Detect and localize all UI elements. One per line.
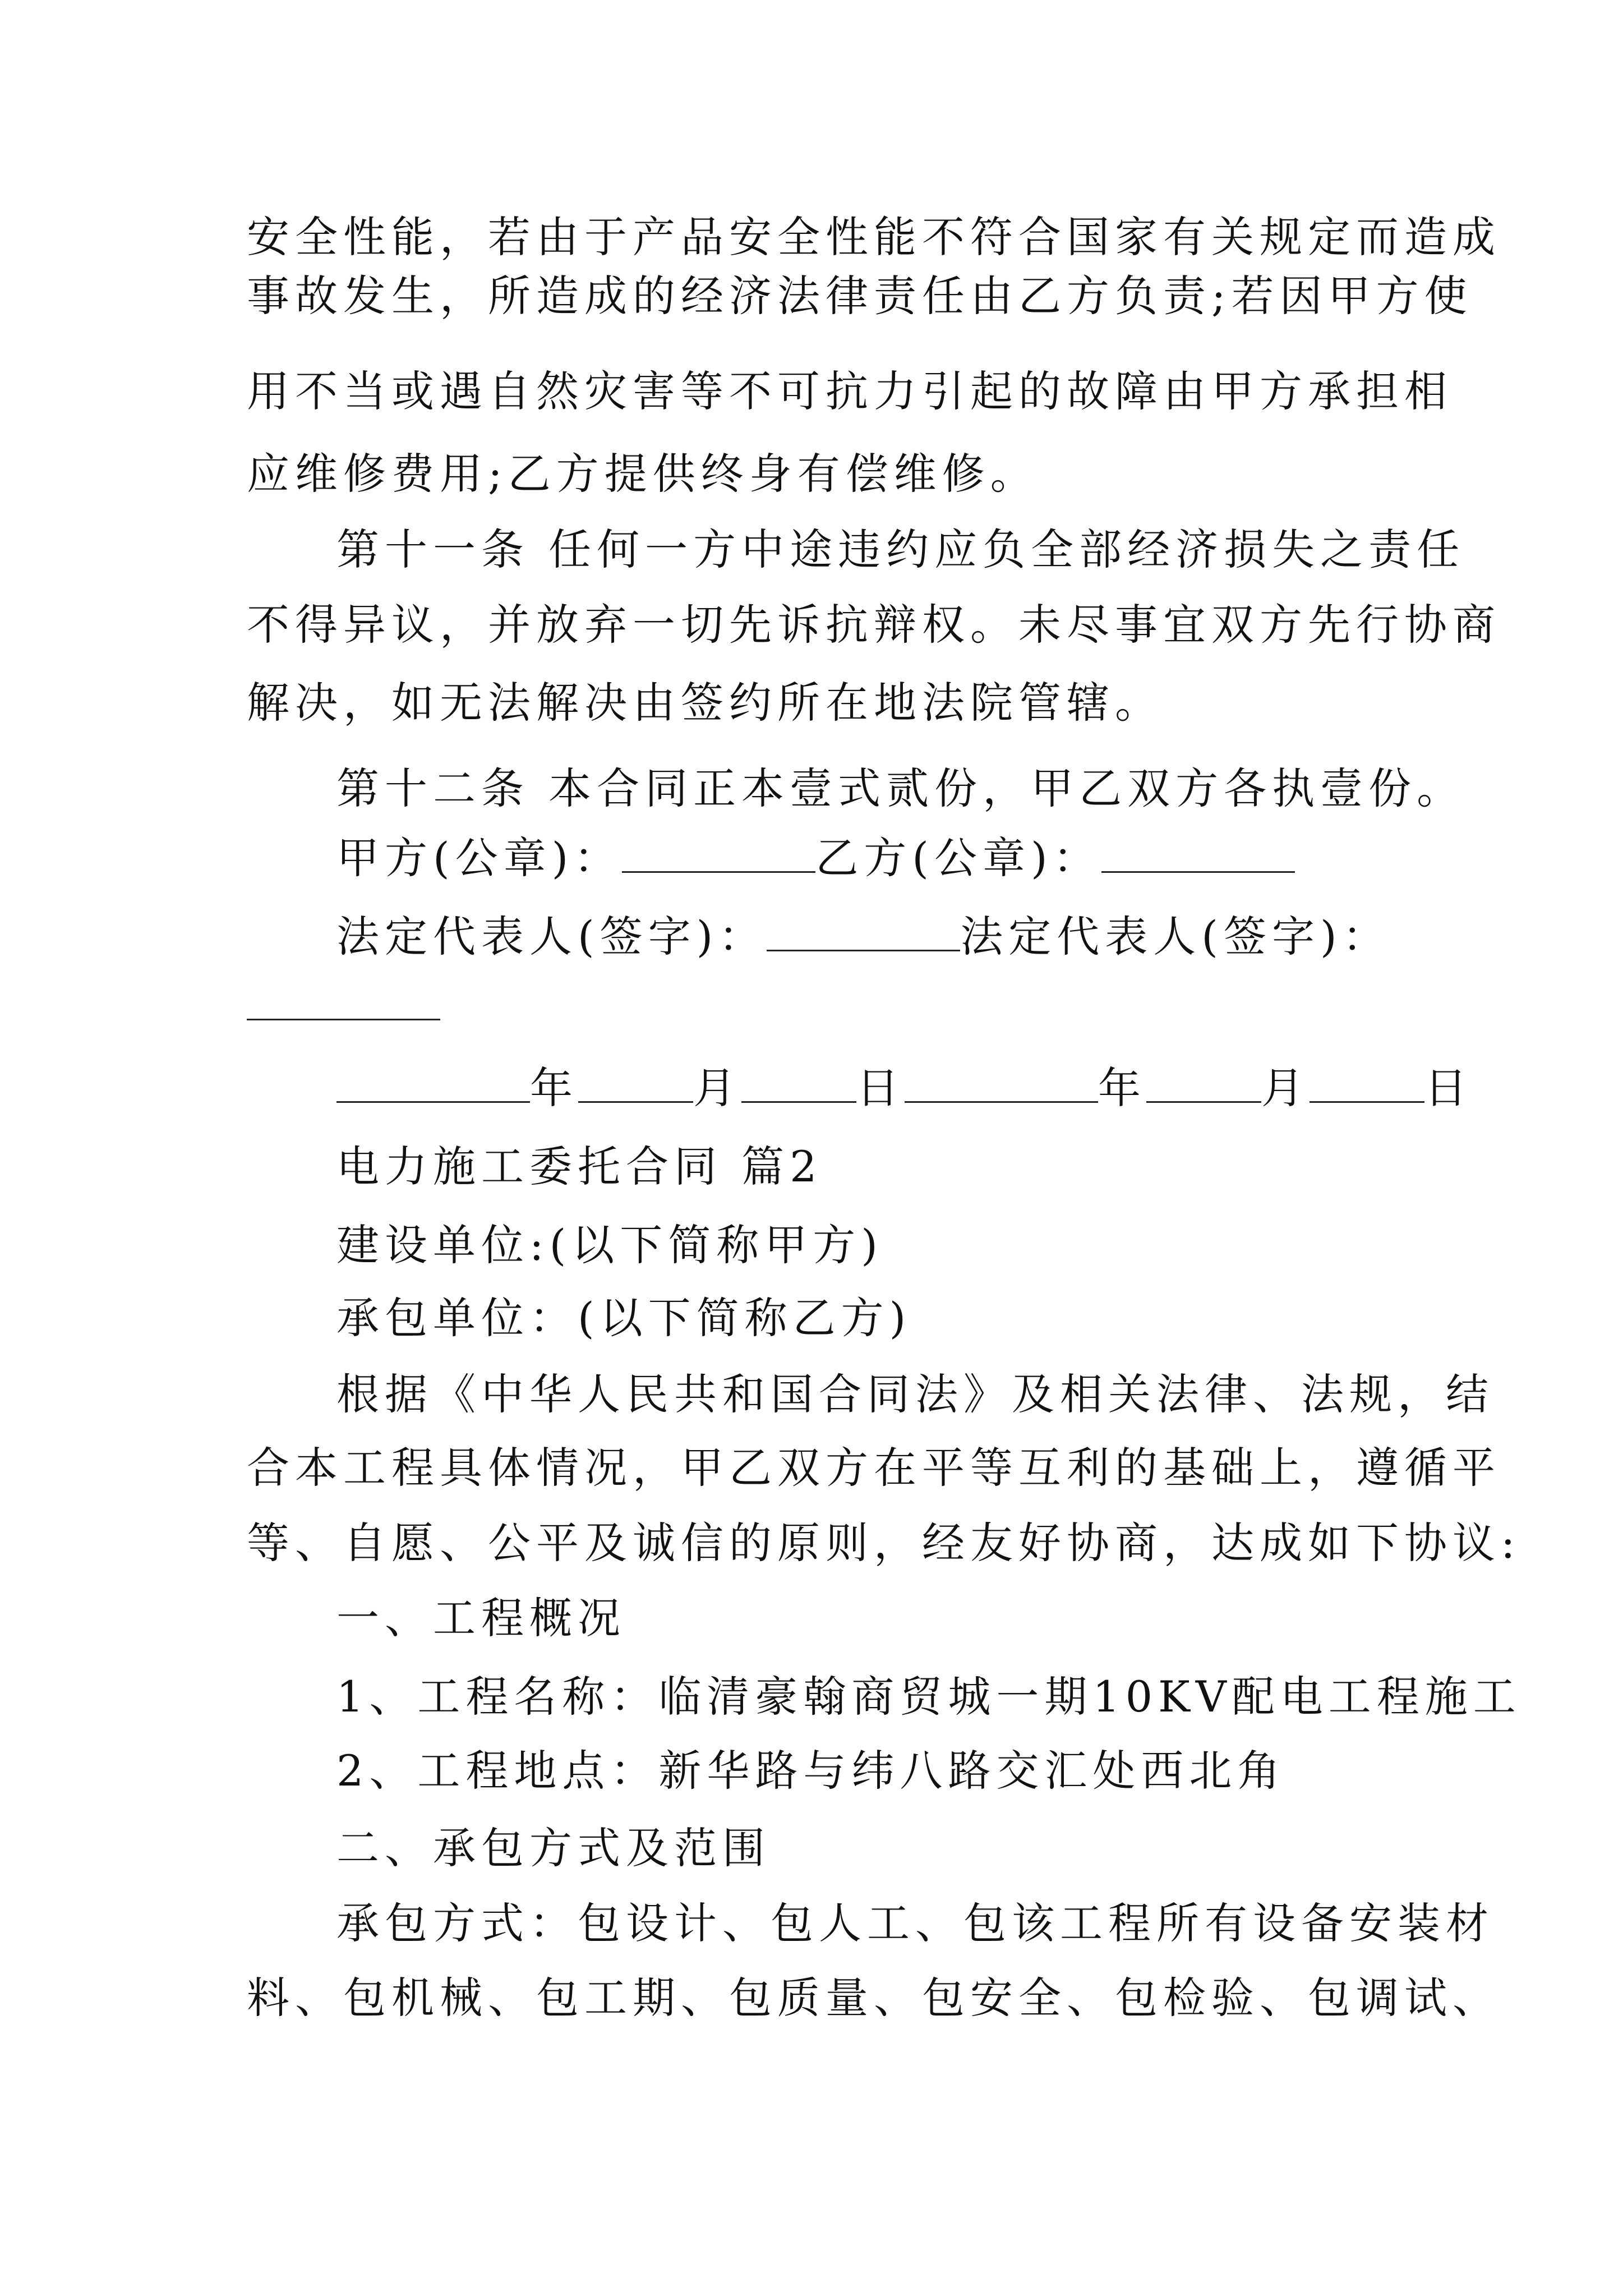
- section2-heading: 二、承包方式及范围: [336, 1823, 771, 1873]
- month-b-label: 月: [1261, 1063, 1310, 1113]
- representative-line: [336, 909, 1391, 965]
- clause10-line-1: 安全性能，若由于产品安全性能不符合国家有关规定而造成: [247, 212, 1501, 262]
- clause11-line-2: 不得异议，并放弃一切先诉抗辩权。未尽事宜双方先行协商: [247, 600, 1501, 650]
- party-a-seal-blank[interactable]: [622, 831, 815, 873]
- clause12: 第十二条 本合同正本壹式贰份，甲乙双方各执壹份。: [336, 763, 1465, 813]
- rep-a-label: 法定代表人(签字)：: [336, 912, 767, 961]
- preamble-line-2: 合本工程具体情况，甲乙双方在平等互利的基础上，遵循平: [247, 1443, 1501, 1493]
- year-b-blank[interactable]: [905, 1061, 1098, 1103]
- preamble-line-1: 根据《中华人民共和国合同法》及相关法律、法规，结: [336, 1369, 1494, 1419]
- rep-a-blank[interactable]: [767, 909, 960, 951]
- seal-line: [336, 830, 1295, 886]
- day-b-blank[interactable]: [1310, 1061, 1424, 1103]
- day-a-blank[interactable]: [741, 1061, 856, 1103]
- rep-b-blank[interactable]: [247, 1019, 440, 1020]
- item2-line: 2、工程地点：新华路与纬八路交汇处西北角: [336, 1746, 1286, 1796]
- party-b-seal-label: 乙方(公章)：: [815, 833, 1101, 883]
- clause10-line-3: 用不当或遇自然灾害等不可抗力引起的故障由甲方承担相: [247, 366, 1453, 416]
- day-b-label: 日: [1424, 1063, 1473, 1113]
- year-b-label: 年: [1098, 1063, 1146, 1113]
- preamble-line-3: 等、自愿、公平及诚信的原则，经友好协商，达成如下协议:: [247, 1518, 1521, 1568]
- rep-b-label: 法定代表人(签字)：: [960, 912, 1391, 961]
- month-a-label: 月: [693, 1063, 741, 1113]
- scope-line-2: 料、包机械、包工期、包质量、包安全、包检验、包调试、: [247, 1973, 1501, 2023]
- year-a-label: 年: [530, 1063, 578, 1113]
- clause11-line-1: 第十一条 任何一方中途违约应负全部经济损失之责任: [336, 524, 1465, 574]
- day-a-label: 日: [856, 1063, 905, 1113]
- contractor-line: 承包单位：(以下简称乙方): [336, 1293, 912, 1343]
- contract2-title: 电力施工委托合同 篇2: [336, 1142, 823, 1191]
- scope-line-1: 承包方式：包设计、包人工、包该工程所有设备安装材: [336, 1898, 1494, 1948]
- month-a-blank[interactable]: [578, 1061, 693, 1103]
- party-a-seal-label: 甲方(公章)：: [336, 833, 623, 883]
- party-b-seal-blank[interactable]: [1101, 831, 1295, 873]
- builder-line: 建设单位:(以下简称甲方): [336, 1220, 883, 1270]
- clause10-line-2: 事故发生，所造成的经济法律责任由乙方负责;若因甲方使: [247, 271, 1473, 321]
- section1-heading: 一、工程概况: [336, 1593, 626, 1643]
- item1-line: 1、工程名称：临清豪翰商贸城一期10KV配电工程施工: [336, 1672, 1521, 1722]
- clause10-line-4: 应维修费用;乙方提供终身有偿维修。: [247, 449, 1039, 499]
- clause11-line-3: 解决，如无法解决由签约所在地法院管辖。: [247, 678, 1163, 728]
- year-a-blank[interactable]: [336, 1061, 530, 1103]
- month-b-blank[interactable]: [1146, 1061, 1261, 1103]
- date-line: [336, 1060, 1473, 1116]
